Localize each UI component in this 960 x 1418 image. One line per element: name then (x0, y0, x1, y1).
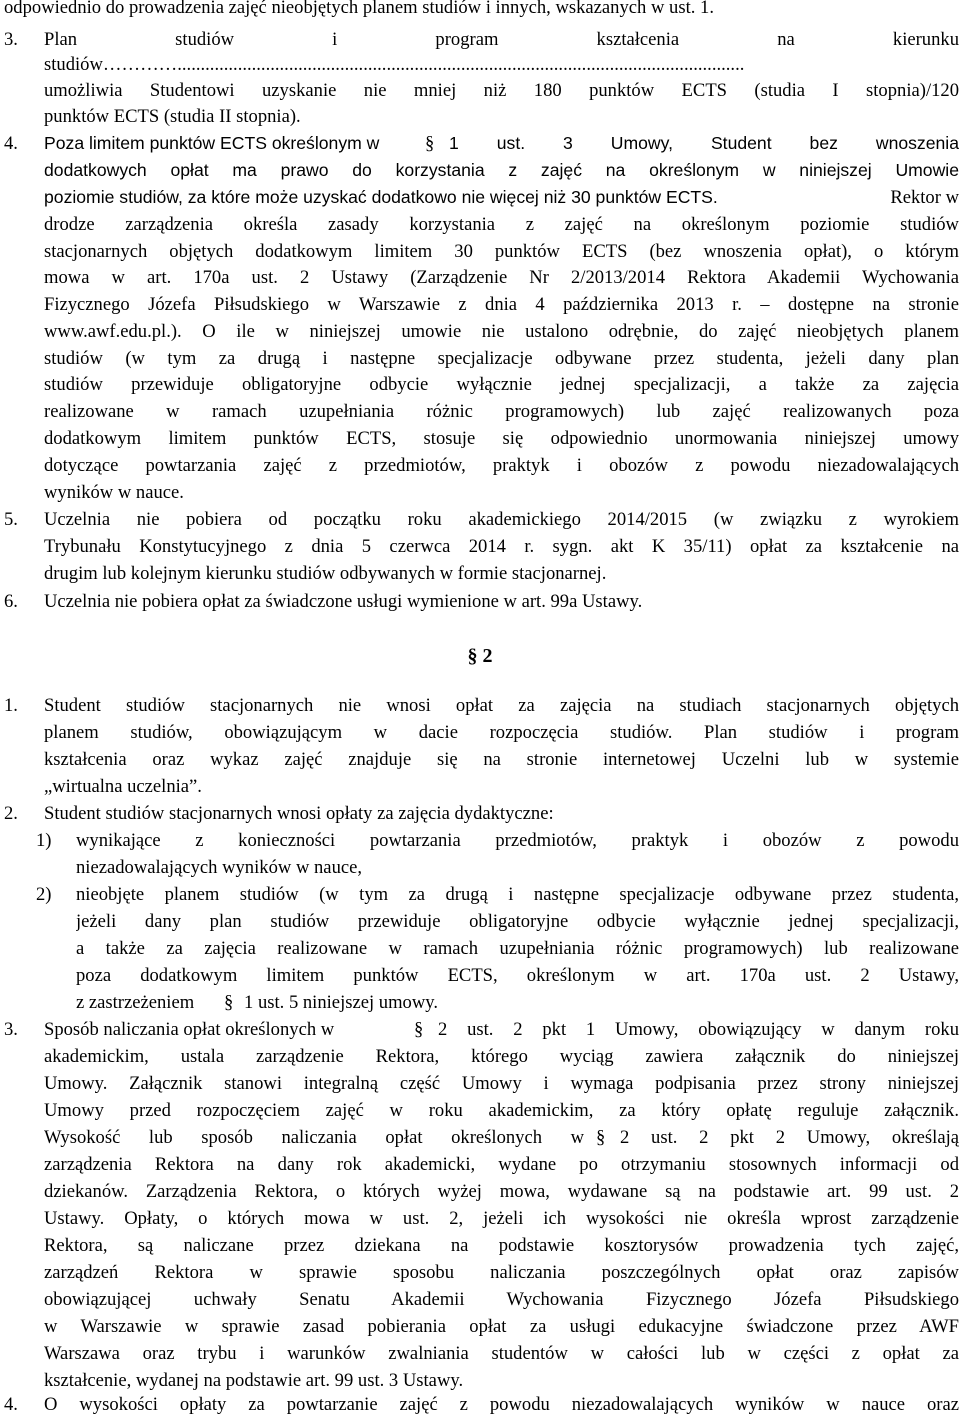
list-number: 3. (4, 1019, 18, 1040)
text-line: w Warszawie w sprawie zasad pobierania opłat za usługi edukacyjne świadczone przez AWF (44, 1316, 959, 1337)
text-line: punktów ECTS (studia II stopnia). (44, 106, 301, 127)
text-line: 2 ust. 2 pkt 1 Umowy, obowiązujący w danym roku (438, 1019, 959, 1040)
text-line: „wirtualna uczelnia”. (44, 776, 202, 797)
text-line: dziekanów. Zarządzenia Rektora, o których wyżej mowa, wydawane są na podstawie art. 99 ust. 2 (44, 1181, 959, 1202)
list-number: 2. (4, 803, 18, 824)
text-line: dodatkowych opłat ma prawo do korzystania z zajęć na określonym w niniejszej Umowie (44, 160, 959, 180)
text-line: umożliwia Studentowi uzyskanie nie mniej niż 180 punktów ECTS (studia I stopnia)/120 (44, 80, 959, 101)
text-line: planem studiów, obowiązującym w dacie rozpoczęcia studiów. Plan studiów i program (44, 722, 959, 743)
text-line: Ustawy. Opłaty, o których mowa w ust. 2, jeżeli ich wysokości nie określa wprost zarządzenie (44, 1208, 959, 1229)
text-line: Umowy. Załącznik stanowi integralną część Umowy i wymaga podpisania przez strony niniejszej (44, 1073, 959, 1094)
list-number: 6. (4, 591, 18, 612)
text-line: Sposób naliczania opłat określonych w (44, 1019, 335, 1040)
text-line: nieobjęte planem studiów (w tym za drugą i następne specjalizacje odbywane przez studenta, (76, 884, 959, 905)
list-number: 1. (4, 695, 18, 716)
text-line: Student studiów stacjonarnych nie wnosi opłat za zajęcia na studiach stacjonarnych objętych (44, 695, 959, 716)
text-line: odpowiednio do prowadzenia zajęć nieobjętych planem studiów i innych, wskazanych w ust. 1. (4, 0, 714, 18)
text-line: niezadowalających wyników w nauce, (76, 857, 363, 878)
text-line: a także za zajęcia realizowane w ramach uzupełniania różnic programowych) lub realizowane (76, 938, 959, 959)
sublist-number: 1) (36, 830, 52, 851)
text-line: Student studiów stacjonarnych wnosi opłaty za zajęcia dydaktyczne: (44, 803, 554, 824)
section-heading (0, 643, 960, 670)
text-line: kształcenie, wydanej na podstawie art. 99 ust. 3 Ustawy. (44, 1370, 464, 1391)
text-line: 2 ust. 2 pkt 2 Umowy, określają (620, 1127, 959, 1148)
text-line: wyników w nauce. (44, 482, 184, 503)
text-line: Rektora, są naliczane przez dziekana na podstawie kosztorysów prowadzenia tych zajęć, (44, 1235, 959, 1256)
text-line: 1 ust. 5 niniejszej umowy. (244, 992, 439, 1013)
section-number: 2 (482, 645, 493, 667)
section-sign: § (414, 1019, 424, 1040)
text-line: drugim lub kolejnym kierunku studiów odbywanych w formie stacjonarnej. (44, 563, 607, 584)
text-line: studiów………….......................................................................................................................... (44, 54, 745, 75)
text-line: Rektor w (890, 187, 959, 208)
section-sign: § (425, 133, 435, 154)
text-line: Trybunału Konstytucyjnego z dnia 5 czerwca 2014 r. sygn. akt K 35/11) opłat za kształcenie na (44, 536, 959, 557)
text-line: dotyczące powtarzania zajęć z przedmiotów, praktyk i obozów z powodu niezadowalających (44, 455, 959, 476)
text-line: Umowy przed rozpoczęciem zajęć w roku akademickim, za który opłatę reguluje załącznik. (44, 1100, 959, 1121)
text-line: z zastrzeżeniem (76, 992, 195, 1013)
list-number: 4. (4, 133, 18, 154)
text-line: kształcenia oraz wykaz zajęć znajduje się na stronie internetowej Uczelni lub w systemie (44, 749, 959, 770)
text-line: poziomie studiów, za które może uzyskać dodatkowo nie więcej niż 30 punktów ECTS. (44, 187, 718, 207)
text-line: Warszawa oraz trybu i warunków zwalniania studentów w całości lub w części z opłat za (44, 1343, 959, 1364)
section-sign: § (224, 992, 234, 1013)
text-line: studiów przewiduje obligatoryjne odbycie wyłącznie jednej specjalizacji, a także za zajęcia (44, 374, 959, 395)
list-number: 4. (4, 1394, 18, 1415)
list-number: 3. (4, 29, 18, 50)
text-line: wynikające z konieczności powtarzania przedmiotów, praktyk i obozów z powodu (76, 830, 959, 851)
sublist-number: 2) (36, 884, 52, 905)
section-sign: § (467, 645, 478, 667)
text-line: jeżeli dany plan studiów przewiduje obligatoryjne odbycie wyłącznie jednej specjalizacji, (76, 911, 959, 932)
text-line: zarządzeń Rektora w sprawie sposobu naliczania poszczególnych opłat oraz zapisów (44, 1262, 959, 1283)
text-line: O wysokości opłaty za powtarzanie zajęć z powodu niezadowalających wyników w nauce oraz (44, 1394, 959, 1415)
text-line: studiów (w tym za drugą i następne specjalizacje odbywane przez studenta, jeżeli dany plan (44, 348, 959, 369)
text-line: mowa w art. 170a ust. 2 Ustawy (Zarządzenie Nr 2/2013/2014 Rektora Akademii Wychowania (44, 267, 959, 288)
text-line: Poza limitem punktów ECTS określonym w (44, 133, 380, 153)
text-line: akademickim, ustala zarządzenie Rektora, którego wyciąg zawiera załącznik do niniejszej (44, 1046, 959, 1067)
text-line: Uczelnia nie pobiera od początku roku akademickiego 2014/2015 (w związku z wyrokiem (44, 509, 959, 530)
text-line: obowiązującej uchwały Senatu Akademii Wychowania Fizycznego Józefa Piłsudskiego (44, 1289, 959, 1310)
section-sign: § (596, 1127, 606, 1148)
text-line: dodatkowym limitem punktów ECTS, stosuje się odpowiednio unormowania niniejszej umowy (44, 428, 959, 449)
text-line: zarządzenia Rektora na dany rok akademicki, wydane po otrzymaniu stosownych informacji od (44, 1154, 959, 1175)
text-line: stacjonarnych objętych dodatkowym limitem 30 punktów ECTS (bez wnoszenia opłat), o którym (44, 241, 959, 262)
text-line: Wysokość lub sposób naliczania opłat określonych w (44, 1127, 584, 1148)
text-line: 1 ust. 3 Umowy, Student bez wnoszenia (449, 133, 959, 153)
text-line: poza dodatkowym limitem punktów ECTS, określonym w art. 170a ust. 2 Ustawy, (76, 965, 959, 986)
text-line: Uczelnia nie pobiera opłat za świadczone usługi wymienione w art. 99a Ustawy. (44, 591, 643, 612)
text-line: Fizycznego Józefa Piłsudskiego w Warszawie z dnia 4 października 2013 r. – dostępne na stronie (44, 294, 959, 315)
text-line: www.awf.edu.pl.). O ile w niniejszej umowie nie ustalono odrębnie, do zajęć nieobjętych planem (44, 321, 959, 342)
text-line: realizowane w ramach uzupełniania różnic programowych) lub zajęć realizowanych poza (44, 401, 959, 422)
list-number: 5. (4, 509, 18, 530)
text-line: Plan studiów i program kształcenia na kierunku (44, 29, 959, 50)
text-line: drodze zarządzenia określa zasady korzystania z zajęć na określonym poziomie studiów (44, 214, 959, 235)
